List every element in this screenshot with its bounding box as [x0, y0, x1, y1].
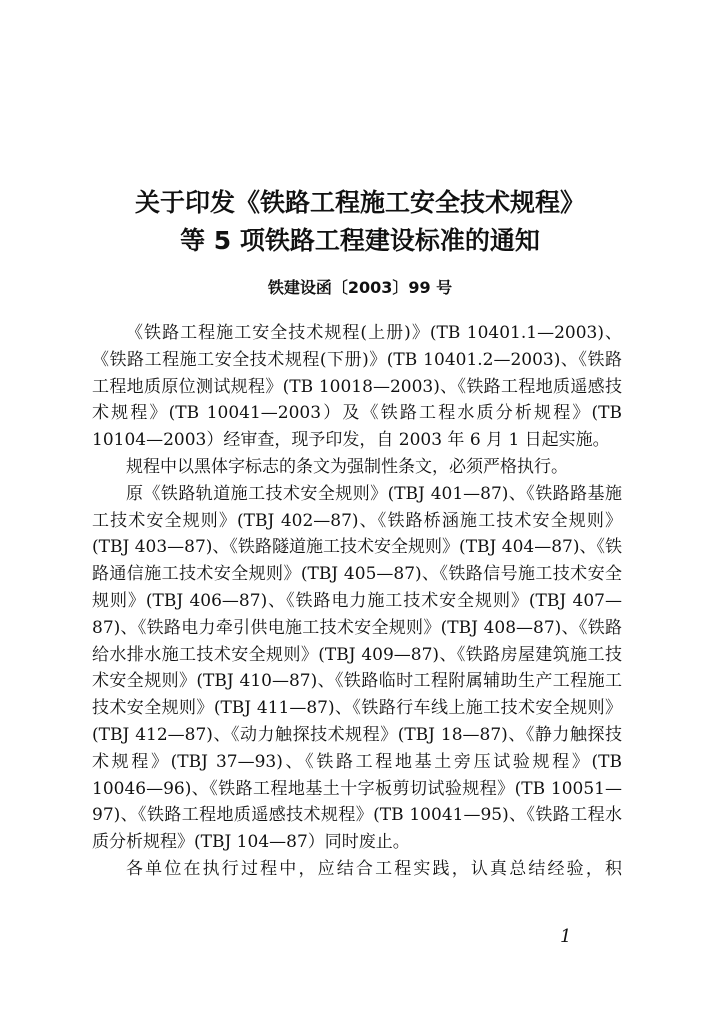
notice-body [92, 320, 622, 883]
page-number: 1 [560, 926, 572, 947]
notice-title-line-1: 关于印发《铁路工程施工安全技术规程》 [134, 188, 585, 217]
paragraph-mandatory-clauses: 规程中以黑体字标志的条文为强制性条文，必须严格执行。 [126, 456, 568, 477]
paragraph-implementation: 《铁路工程施工安全技术规程(上册)》(TB 10401.1—2003)、《铁路工程施工安全技术规程(下册)》(TB 10401.2—2003)、《铁路工程地质原位测试规程》(TB 10018—2003)、《铁路工程地质遥感技术规程》(TB 10041—2003）及《铁路工程水质分析规程》(TB 10104—2003）经审查，现予印发，自 2003 年 6 月 1 日起实施。 [92, 323, 622, 451]
document-number: 铁建设函〔2003〕99 号 [267, 278, 453, 297]
notice-title-line-2: 等 5 项铁路工程建设标准的通知 [180, 226, 540, 255]
paragraph-repealed-standards: 原《铁路轨道施工技术安全规则》(TBJ 401—87)、《铁路路基施工技术安全规则》(TBJ 402—87)、《铁路桥涵施工技术安全规则》(TBJ 403—87)、《铁路隧道施工技术安全规则》(TBJ 404—87)、《铁路通信施工技术安全规则》(TBJ 405—87)、《铁路信号施工技术安全规则》(TBJ 406—87)、《铁路电力施工技术安全规则》(TBJ 407—87)、《铁路电力牵引供电施工技术安全规则》(TBJ 408—87)、《铁路给水排水施工技术安全规则》(TBJ 409—87)、《铁路房屋建筑施工技术安全规则》(TBJ 410—87)、《铁路临时工程附属辅助生产工程施工技术安全规则》(TBJ 411—87)、《铁路行车线上施工技术安全规则》(TBJ 412—87)、《动力触探技术规程》(TBJ 18—87)、《静力触探技术规程》(TBJ 37—93)、《铁路工程地基土旁压试验规程》(TB 10046—96)、《铁路工程地基土十字板剪切试验规程》(TB 10051—97)、《铁路工程地质遥感技术规程》(TB 10041—95)、《铁路工程水质分析规程》(TBJ 104—87）同时废止。 [92, 483, 622, 853]
paragraph-execution-note: 各单位在执行过程中，应结合工程实践，认真总结经验，积 [126, 858, 622, 879]
